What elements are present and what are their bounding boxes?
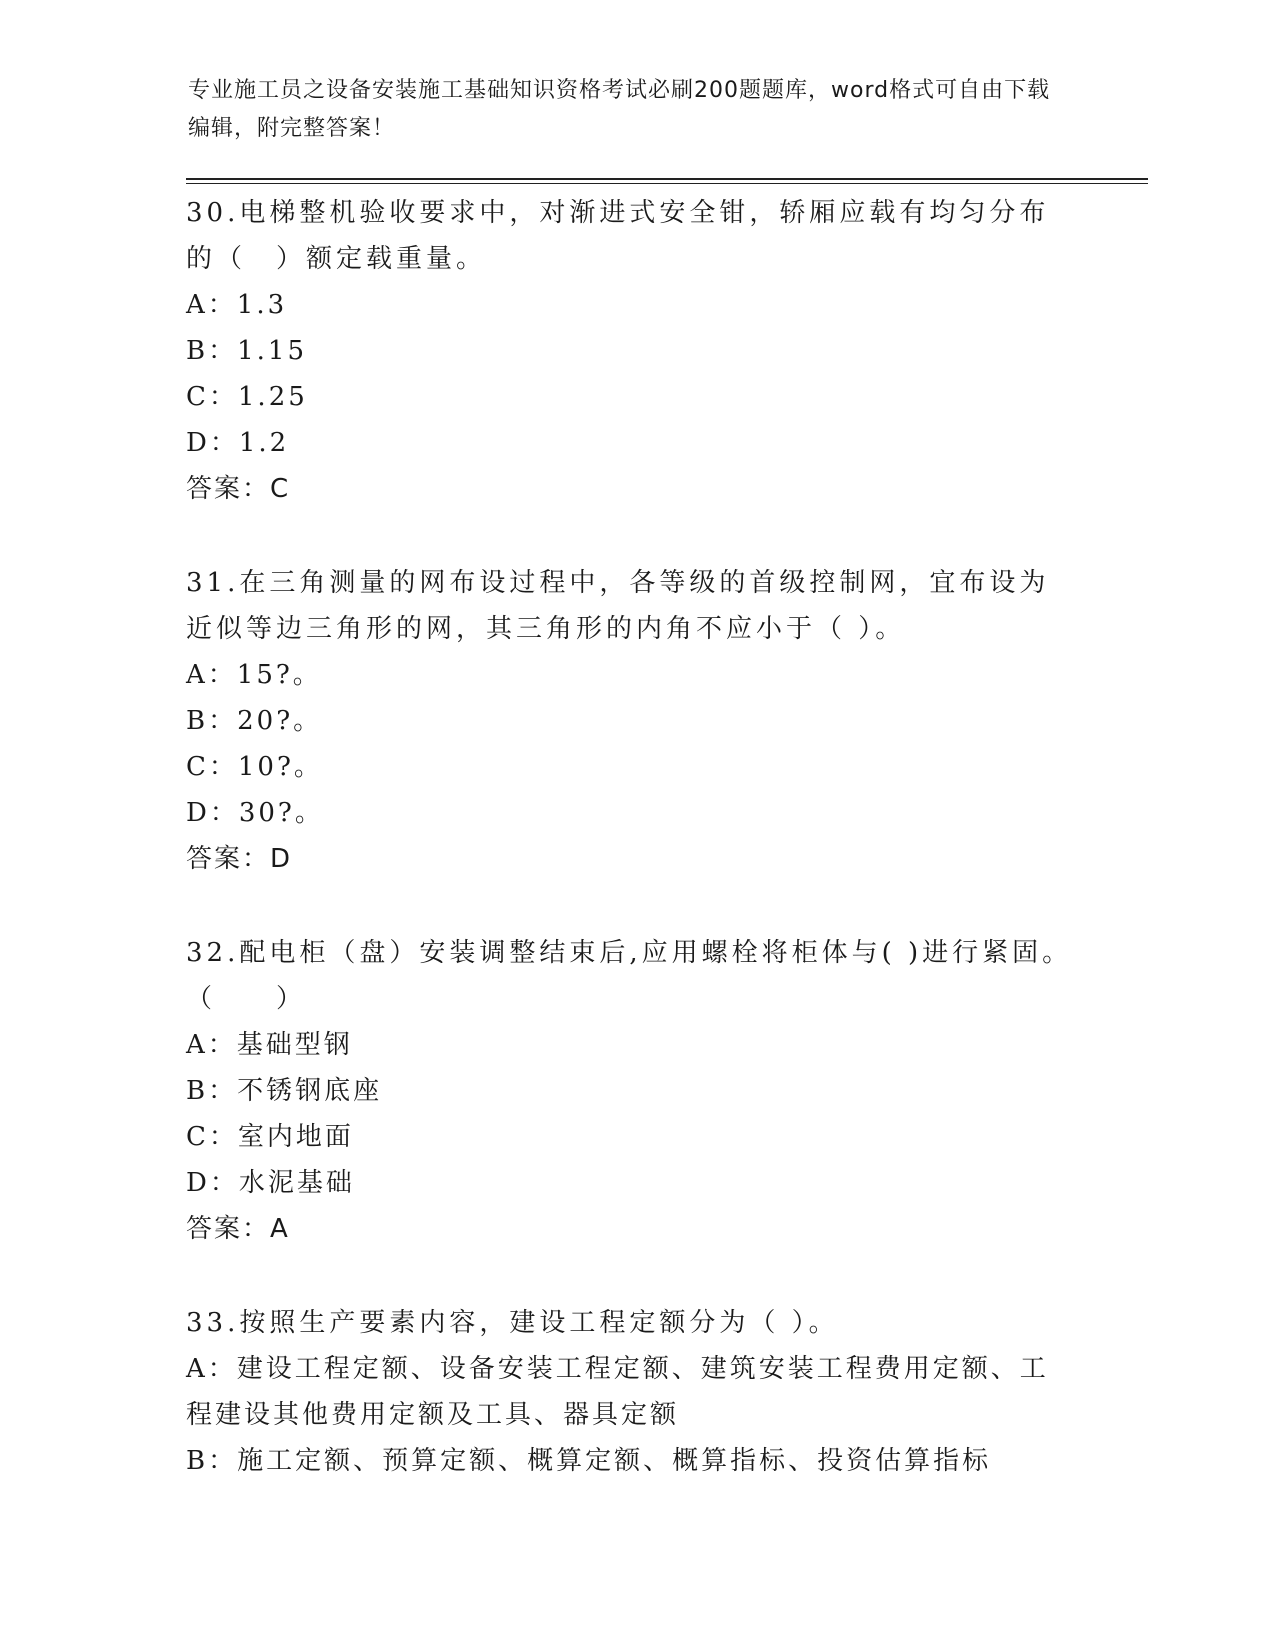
- document-header: [188, 72, 1068, 148]
- option-b: B：施工定额、预算定额、概算定额、概算指标、投资估算指标: [186, 1446, 992, 1476]
- option-b: B：1.15: [186, 336, 307, 366]
- answer: 答案：A: [186, 1214, 290, 1244]
- option-a: A：基础型钢: [186, 1030, 353, 1060]
- answer: 答案：C: [186, 474, 291, 504]
- option-c: C：1.25: [186, 382, 308, 412]
- question-list: [186, 190, 1076, 1532]
- option-c: C：10?。: [186, 752, 323, 782]
- option-a: A：1.3: [186, 290, 288, 320]
- answer: 答案：D: [186, 844, 293, 874]
- question-31: [186, 560, 1076, 882]
- document-title: 专业施工员之设备安装施工基础知识资格考试必刷200题题库，word格式可自由下载编辑，附完整答案！: [188, 78, 1051, 141]
- question-stem: 31.在三角测量的网布设过程中，各等级的首级控制网，宜布设为近似等边三角形的网，其三角形的内角不应小于（ ）。: [186, 568, 1050, 644]
- option-d: D：30?。: [186, 798, 324, 828]
- option-d: D：水泥基础: [186, 1168, 355, 1198]
- option-a: A：建设工程定额、设备安装工程定额、建筑安装工程费用定额、工程建设其他费用定额及工具、器具定额: [186, 1354, 1049, 1430]
- question-stem: 32.配电柜（盘）安装调整结束后,应用螺栓将柜体与( )进行紧固。（ ）: [186, 938, 1073, 1014]
- option-d: D：1.2: [186, 428, 290, 458]
- question-stem: 33.按照生产要素内容，建设工程定额分为（ ）。: [186, 1308, 839, 1338]
- option-b: B：不锈钢底座: [186, 1076, 383, 1106]
- question-30: [186, 190, 1076, 512]
- option-b: B：20?。: [186, 706, 323, 736]
- question-33: [186, 1300, 1076, 1484]
- option-a: A：15?。: [186, 660, 322, 690]
- question-32: [186, 930, 1076, 1252]
- option-c: C：室内地面: [186, 1122, 354, 1152]
- header-divider-thin: [186, 183, 1148, 184]
- header-divider-thick: [186, 178, 1148, 180]
- question-stem: 30.电梯整机验收要求中，对渐进式安全钳，轿厢应载有均匀分布的（ ）额定载重量。: [186, 198, 1050, 274]
